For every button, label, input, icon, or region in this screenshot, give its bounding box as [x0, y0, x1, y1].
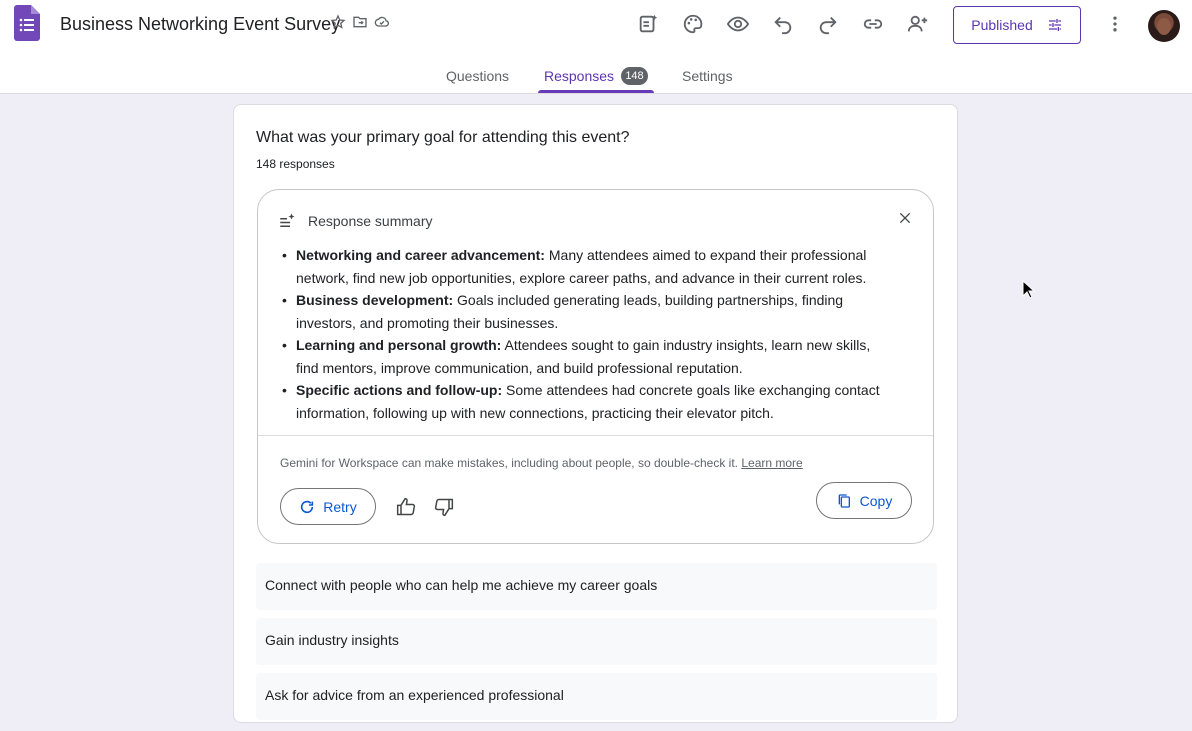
copy-button[interactable]	[816, 482, 912, 519]
copy-icon	[836, 493, 852, 509]
link-icon[interactable]	[861, 12, 885, 36]
list-item: Gain industry insights	[256, 618, 937, 665]
close-icon[interactable]	[895, 208, 915, 228]
summary-bullet: • Business development: Goals included generating leads, building partnerships, finding investors, and promoting their businesses.	[282, 289, 892, 334]
published-label: Published	[971, 17, 1033, 33]
response-list	[256, 563, 937, 723]
gemini-disclaimer: Gemini for Workspace can make mistakes, including about people, so double-check it. Learn more	[280, 456, 803, 470]
app-header	[0, 0, 1192, 94]
active-tab-indicator	[538, 90, 654, 93]
summary-bullet: • Specific actions and follow-up: Some attendees had concrete goals like exchanging contact information, following up with new connections, practicing their elevator pitch.	[282, 379, 892, 424]
thumb-down-icon[interactable]	[434, 497, 454, 517]
list-item: Connect with people who can help me achieve my career goals	[256, 563, 937, 610]
thumb-up-icon[interactable]	[396, 497, 416, 517]
redo-icon[interactable]	[816, 12, 840, 36]
question-response-card	[233, 104, 958, 723]
more-options-icon[interactable]	[1104, 12, 1126, 36]
palette-icon[interactable]	[681, 12, 705, 36]
publish-settings-icon	[1047, 17, 1063, 33]
summary-divider	[258, 435, 933, 436]
add-collaborator-icon[interactable]	[906, 12, 930, 36]
star-icon[interactable]	[330, 14, 346, 30]
avatar[interactable]	[1148, 10, 1180, 42]
summary-bullet: • Networking and career advancement: Many attendees aimed to expand their professional network, find new job opportunities, explore career paths, and advance in their current roles.	[282, 244, 892, 289]
summary-sparkle-list-icon	[278, 212, 296, 230]
forms-logo-icon[interactable]	[14, 5, 40, 41]
summary-bullet: • Learning and personal growth: Attendees sought to gain industry insights, learn new skills, find mentors, improve communication, and build professional reputation.	[282, 334, 892, 379]
learn-more-link[interactable]: Learn more	[741, 456, 803, 470]
customize-theme-icon[interactable]	[636, 12, 660, 36]
cloud-saved-icon[interactable]	[374, 14, 390, 30]
list-item: Ask for advice from an experienced professional	[256, 673, 937, 720]
undo-icon[interactable]	[771, 12, 795, 36]
summary-bullet-list	[282, 244, 892, 424]
mouse-cursor-icon	[1022, 280, 1036, 300]
retry-button[interactable]	[280, 488, 376, 525]
preview-eye-icon[interactable]	[726, 12, 750, 36]
response-summary-panel	[257, 189, 934, 544]
tab-settings[interactable]: Settings	[682, 68, 733, 84]
retry-label: Retry	[323, 498, 357, 515]
tab-questions[interactable]: Questions	[446, 68, 510, 84]
question-title: What was your primary goal for attending this event?	[256, 129, 630, 146]
refresh-icon	[299, 499, 315, 515]
form-title[interactable]: Business Networking Event Survey	[60, 14, 341, 34]
responses-count-badge: 148	[621, 67, 648, 85]
folder-move-icon[interactable]	[352, 14, 368, 30]
copy-label: Copy	[859, 492, 893, 509]
summary-heading: Response summary	[308, 213, 433, 229]
response-count: 148 responses	[256, 157, 335, 171]
tab-responses[interactable]: Responses	[544, 68, 615, 84]
published-button[interactable]	[953, 6, 1081, 44]
